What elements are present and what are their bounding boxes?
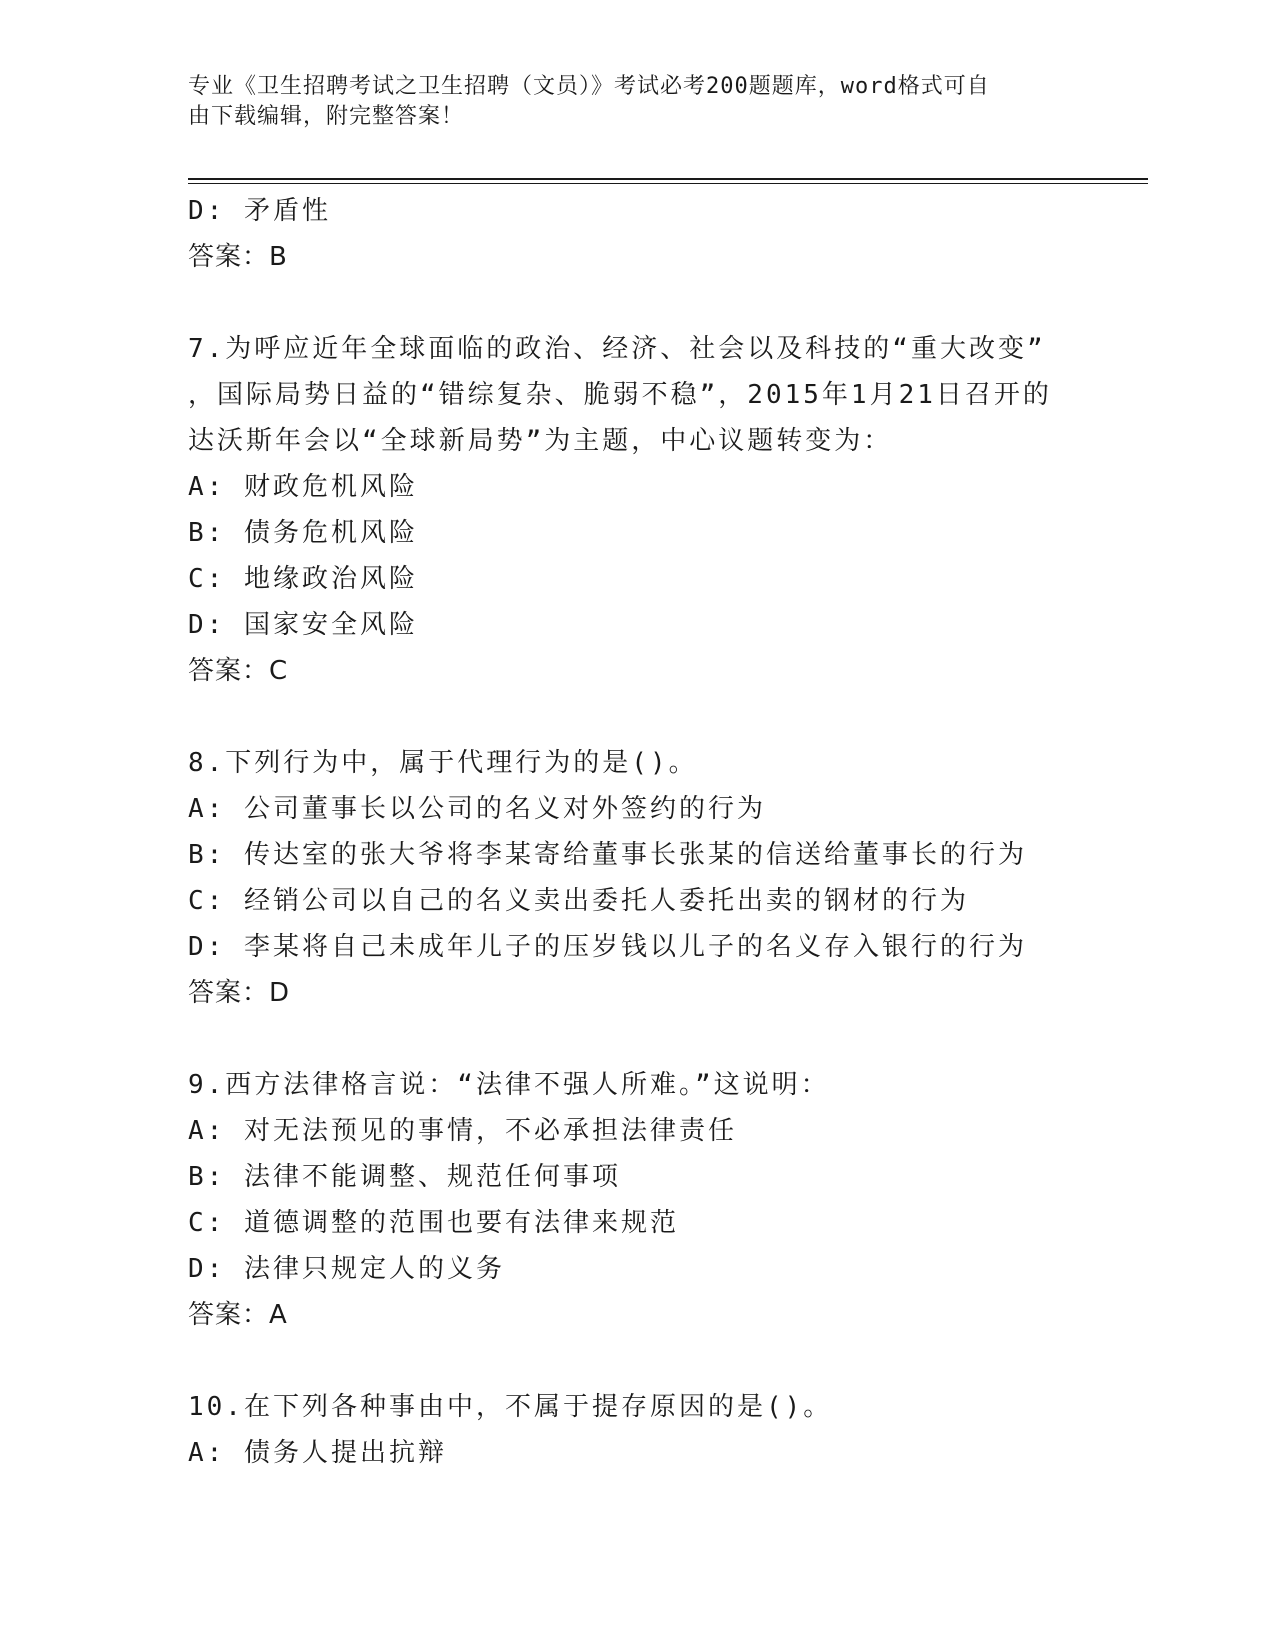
question-8 <box>188 740 1088 1016</box>
question-text: 8.下列行为中，属于代理行为的是()。 <box>188 748 698 778</box>
option-c: C: 道德调整的范围也要有法律来规范 <box>188 1208 679 1238</box>
question-10 <box>188 1384 1088 1476</box>
header-rule <box>188 178 1148 180</box>
option-b: B: 传达室的张大爷将李某寄给董事长张某的信送给董事长的行为 <box>188 840 1027 870</box>
option-d: D: 法律只规定人的义务 <box>188 1254 505 1284</box>
header-line-1: 专业《卫生招聘考试之卫生招聘（文员）》考试必考200题题库，word格式可自 <box>188 74 990 99</box>
option-a: A: 对无法预见的事情，不必承担法律责任 <box>188 1116 737 1146</box>
answer: 答案：D <box>188 978 291 1008</box>
option-a: A: 财政危机风险 <box>188 472 418 502</box>
page-header <box>188 72 1068 132</box>
option-d: D: 国家安全风险 <box>188 610 418 640</box>
question-text: 7.为呼应近年全球面临的政治、经济、社会以及科技的“重大改变” <box>188 334 1046 364</box>
prev-option-d: D: 矛盾性 <box>188 196 331 226</box>
question-9 <box>188 1062 1088 1338</box>
question-7 <box>188 326 1088 694</box>
answer: 答案：A <box>188 1300 288 1330</box>
option-c: C: 经销公司以自己的名义卖出委托人委托出卖的钢材的行为 <box>188 886 969 916</box>
question-text: ，国际局势日益的“错综复杂、脆弱不稳”，2015年1月21日召开的 <box>188 380 1052 410</box>
prev-answer: 答案：B <box>188 242 288 272</box>
option-d: D: 李某将自己未成年儿子的压岁钱以儿子的名义存入银行的行为 <box>188 932 1027 962</box>
option-b: B: 法律不能调整、规范任何事项 <box>188 1162 621 1192</box>
question-body <box>188 188 1088 1476</box>
header-line-2: 由下载编辑，附完整答案！ <box>188 104 465 129</box>
header-rule-thin <box>188 183 1148 184</box>
option-b: B: 债务危机风险 <box>188 518 418 548</box>
question-text: 10.在下列各种事由中，不属于提存原因的是()。 <box>188 1392 833 1422</box>
option-a: A: 公司董事长以公司的名义对外签约的行为 <box>188 794 766 824</box>
question-text: 9.西方法律格言说：“法律不强人所难。”这说明： <box>188 1070 830 1100</box>
answer: 答案：C <box>188 656 289 686</box>
option-a: A: 债务人提出抗辩 <box>188 1438 447 1468</box>
option-c: C: 地缘政治风险 <box>188 564 418 594</box>
question-text: 达沃斯年会以“全球新局势”为主题，中心议题转变为： <box>188 426 893 456</box>
